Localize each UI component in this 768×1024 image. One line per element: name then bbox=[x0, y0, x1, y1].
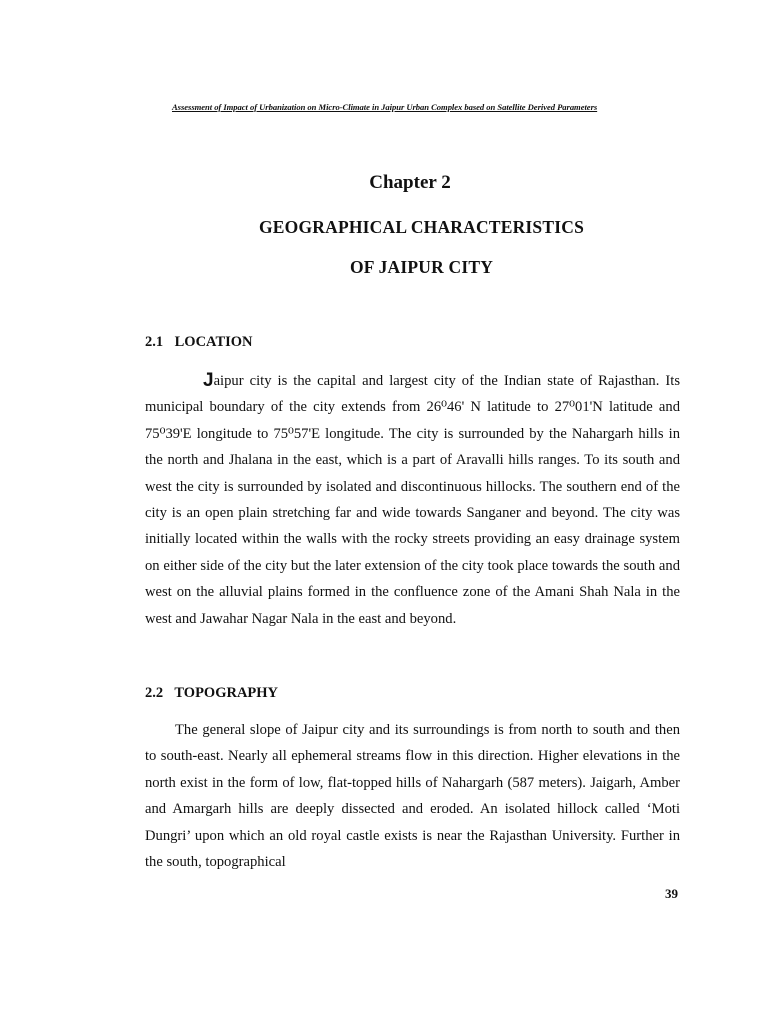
topography-paragraph bbox=[145, 717, 680, 875]
section-number: 2.2 bbox=[145, 685, 164, 701]
topography-text: The general slope of Jaipur city and its surroundings is from north to south and then to south-east. Nearly all ephemeral streams flow in this direction. Higher elevations in the north exist in the form of low, flat-topped hills of Nahargarh (587 meters). Jaigarh, Amber and Amargarh hills are deeply dissected and eroded. An isolated hillock called ‘Moti Dungri’ upon which an old royal castle exists is near the Rajasthan University. Further in the south, topographical bbox=[145, 722, 680, 871]
location-paragraph bbox=[145, 368, 680, 632]
chapter-title-line-1: GEOGRAPHICAL CHARACTERISTICS bbox=[258, 217, 585, 237]
page-number: 39 bbox=[665, 886, 678, 901]
section-title: LOCATION bbox=[174, 334, 253, 350]
location-text: aipur city is the capital and largest city of the Indian state of Rajasthan. Its municipal boundary of the city extends from 26⁰46' N latitude to 27⁰01'N latitude and 75⁰39'E longitude to 75⁰57'E longitude. The city is surrounded by the Nahargarh hills in the north and Jhalana in the east, which is a part of Aravalli hills ranges. To its south and west the city is surrounded by isolated and discontinuous hillocks. The southern end of the city is an open plain stretching far and wide towards Sanganer and beyond. The city was initially located within the walls with the rocky streets providing an easy drainage system on either side of the city but the later extension of the city took place towards the south and west on the alluvial plains formed in the confluence zone of the Amani Shah Nala in the west and Jawahar Nagar Nala in the east and beyond. bbox=[145, 373, 680, 627]
drop-cap-letter: J bbox=[203, 370, 214, 391]
section-number: 2.1 bbox=[145, 334, 164, 350]
chapter-title-line-2: OF JAIPUR CITY bbox=[349, 257, 494, 277]
section-title: TOPOGRAPHY bbox=[174, 685, 279, 701]
section-heading-topography bbox=[145, 684, 278, 702]
running-header: Assessment of Impact of Urbanization on Micro-Climate in Jaipur Urban Complex based on Satellite Derived Parameters bbox=[172, 102, 598, 112]
section-heading-location bbox=[145, 333, 253, 351]
chapter-label: Chapter 2 bbox=[369, 172, 451, 193]
